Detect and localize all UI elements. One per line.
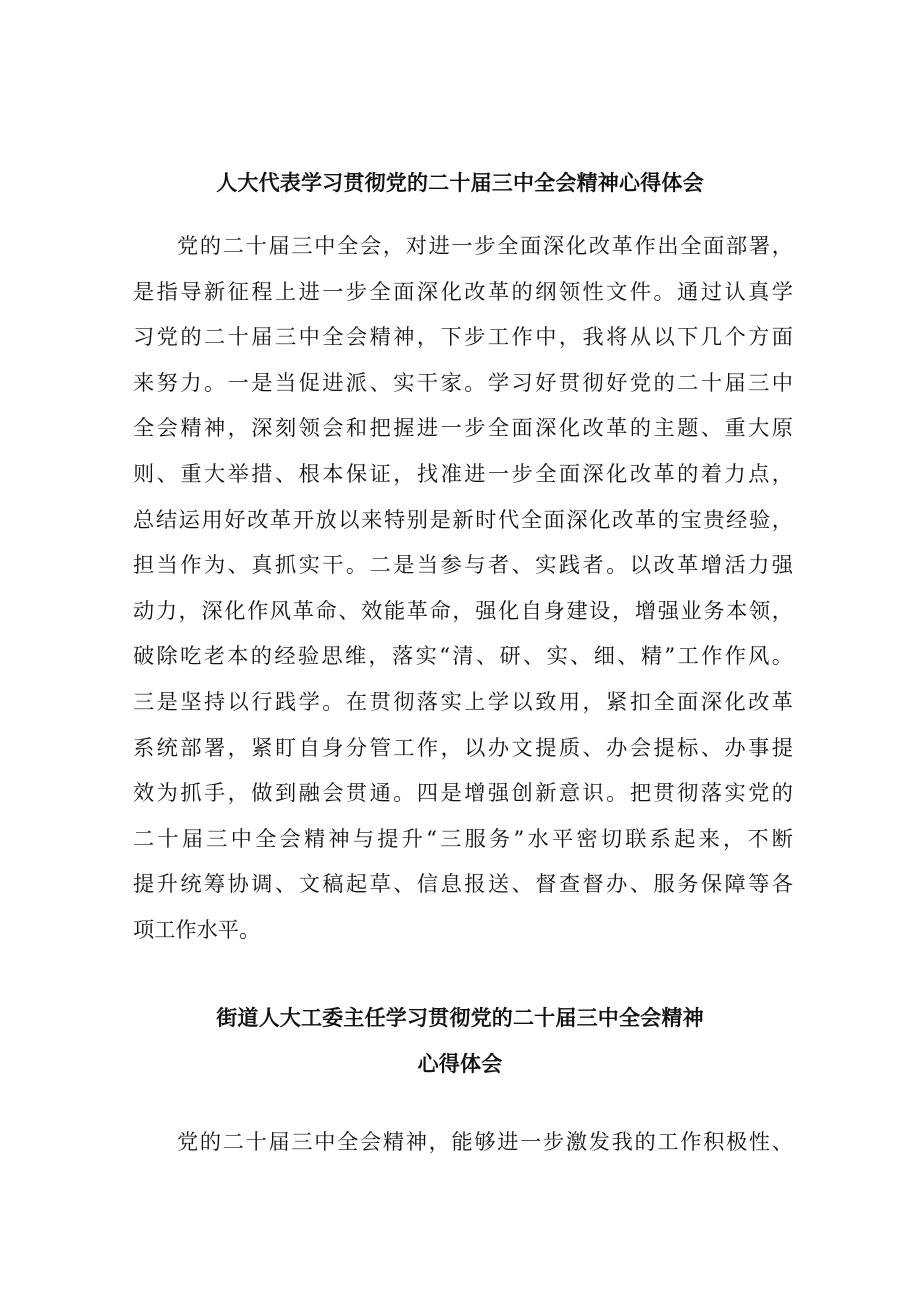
body-line: 三是坚持以行践学。在贯彻落实上学以致用，紧扣全面深化改革 <box>133 688 793 714</box>
body-line: 动力，深化作风革命、效能革命，强化自身建设，增强业务本领， <box>133 597 793 623</box>
body-line: 是指导新征程上进一步全面深化改革的纲领性文件。通过认真学 <box>133 278 793 304</box>
article-title-2-line-2: 心得体会 <box>417 1051 503 1076</box>
body-line: 系统部署，紧盯自身分管工作，以办文提质、办会提标、办事提 <box>133 734 793 760</box>
body-line: 则、重大举措、根本保证，找准进一步全面深化改革的着力点， <box>133 460 793 486</box>
article-body-1 <box>133 223 793 953</box>
body-line: 党的二十届三中全会，对进一步全面深化改革作出全面部署， <box>177 233 793 258</box>
body-line: 来努力。一是当促进派、实干家。学习好贯彻好党的二十届三中 <box>133 369 793 395</box>
body-line: 破除吃老本的经验思维，落实“清、研、实、细、精”工作作风。 <box>133 643 793 669</box>
body-line: 项工作水平。 <box>133 916 261 942</box>
article-title-2 <box>0 995 920 1087</box>
body-line: 担当作为、真抓实干。二是当参与者、实践者。以改革增活力强 <box>133 552 793 578</box>
body-line: 二十届三中全会精神与提升“三服务”水平密切联系起来，不断 <box>133 825 793 851</box>
article-body-2 <box>133 1119 793 1165</box>
article-title-1: 人大代表学习贯彻党的二十届三中全会精神心得体会 <box>216 170 704 195</box>
body-line: 效为抓手，做到融会贯通。四是增强创新意识。把贯彻落实党的 <box>133 780 793 806</box>
body-line: 总结运用好改革开放以来特别是新时代全面深化改革的宝贵经验， <box>133 506 793 532</box>
body-line: 全会精神，深刻领会和把握进一步全面深化改革的主题、重大原 <box>133 415 793 441</box>
body-line: 党的二十届三中全会精神，能够进一步激发我的工作积极性、 <box>177 1129 793 1154</box>
body-line: 习党的二十届三中全会精神，下步工作中，我将从以下几个方面 <box>133 324 793 350</box>
article-title-2-line-1: 街道人大工委主任学习贯彻党的二十届三中全会精神 <box>216 1005 704 1030</box>
body-line: 提升统筹协调、文稿起草、信息报送、督查督办、服务保障等各 <box>133 871 793 897</box>
